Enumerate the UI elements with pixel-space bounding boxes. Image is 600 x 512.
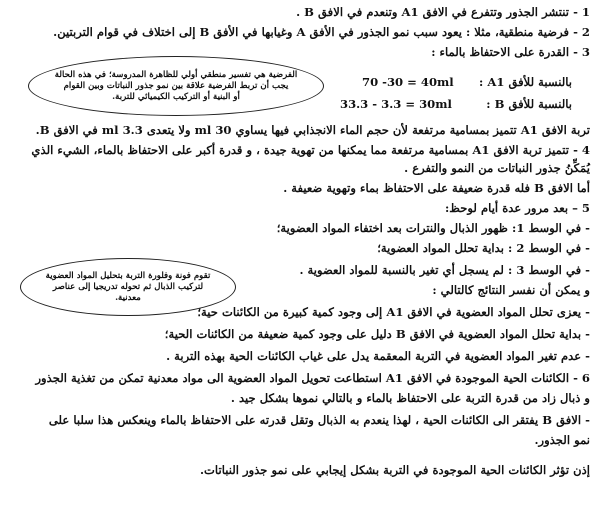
answer-1: 1 - تنتشر الجذور وتتفرع في الافق A1 وتنعدم في الافق B . [296, 5, 590, 19]
answer-5-heading: 5 – بعد مرور عدة أيام لوحظ: [444, 201, 590, 215]
interpretation-a1: - يعزى تحلل المواد العضوية في الافق A1 إلى وجود كمية كبيرة من الكائنات حية؛ [197, 305, 590, 319]
hypothesis-note-line: يجب أن تربط الفرضية علاقة بين نمو جذور النباتات وبين القوام [63, 80, 289, 91]
horizon-a1-calc: 70 -30 = 40ml [362, 75, 454, 89]
horizon-b-label: بالنسبة للأفق B : [486, 97, 572, 111]
decomposition-note-line: لتركيب الذبال ثم تحوله تدريجيا إلى عناصر [52, 281, 204, 292]
horizon-b-conclusion: - الافق B يفتقر الى الكائنات الحية ، لهذا ينعدم به الذبال وتقل قدرته على الاحتفاظ بالماء وينعكس هذا سلبا على [48, 413, 590, 427]
answer-4-line1: 4 - تتميز تربة الافق A1 بمسامية مرتفعة مما يمكنها من تهوية جيدة ، و قدرة أكبر على الاحتفاظ بالماء، الشيء الذي [31, 143, 590, 157]
hypothesis-note-line: أو البنية أو التركيب الكيميائي للتربة. [112, 91, 240, 102]
answer-3-heading: 3 - القدرة على الاحتفاظ بالماء : [431, 45, 590, 59]
answer-2: 2 - فرضية منطقية، مثلا : يعود سبب نمو الجذور في الأفق A وغيابها في الأفق B إلى اختلاف في قوام التربتين. [53, 25, 590, 39]
decomposition-note-line: تقوم فونة وفلورة التربة بتحليل المواد العضوية [45, 270, 211, 281]
interpretation-sterile: - عدم تغير المواد العضوية في التربة المعقمة يدل على غياب الكائنات الحية بهذه التربة . [166, 349, 590, 363]
interpretation-b: - بداية تحلل المواد العضوية في الافق B دليل على وجود كمية ضعيفة من الكائنات الحية؛ [164, 327, 590, 341]
medium-3-result: - في الوسط 3 : لم يسجل أي تغير بالنسبة للمواد العضوية . [299, 263, 590, 277]
horizon-a1-label: بالنسبة للأفق A1 : [479, 75, 572, 89]
hypothesis-note-bubble [28, 56, 324, 116]
medium-1-result: - في الوسط 1: ظهور الذبال والنترات بعد اختفاء المواد العضوية؛ [276, 221, 590, 235]
answer-4-line2: يُمَكِّنُ جذور النباتات من النمو والتفرع . [404, 161, 590, 175]
decomposition-note-line: معدنية. [115, 292, 141, 303]
horizon-b-conclusion-cont: نمو الجذور. [534, 433, 590, 447]
porosity-conclusion: تربة الافق A1 تتميز بمسامية مرتفعة لأن حجم الماء الانجذابي فيها يساوي 30 ml ولا يتعدى 3.3 ml في الافق B. [35, 123, 590, 137]
hypothesis-note-line: الفرضية هي تفسير منطقي أولي للظاهرة المدروسة؛ في هذه الحالة [54, 69, 298, 80]
answer-6-line1: 6 - الكائنات الحية الموجودة في الافق A1 استطاعت تحويل المواد العضوية الى مواد معدنية تمكن من تغذية الجذور [35, 371, 590, 385]
interpretation-heading: و يمكن أن نفسر النتائج كالتالي : [432, 283, 590, 297]
decomposition-note-bubble [20, 258, 236, 316]
final-conclusion: إذن تؤثر الكائنات الحية الموجودة في التربة بشكل إيجابي على نمو جذور النباتات. [199, 463, 590, 477]
medium-2-result: - في الوسط 2 : بداية تحلل المواد العضوية؛ [377, 241, 590, 255]
answer-6-line2: و ذبال زاد من قدرة التربة على الاحتفاظ بالماء و بالتالي نموها بشكل جيد . [230, 391, 590, 405]
answer-4-line3: أما الافق B فله قدرة ضعيفة على الاحتفاظ بماء وتهوية ضعيفة . [283, 181, 590, 195]
horizon-b-calc: 33.3 - 3.3 = 30ml [340, 97, 452, 111]
